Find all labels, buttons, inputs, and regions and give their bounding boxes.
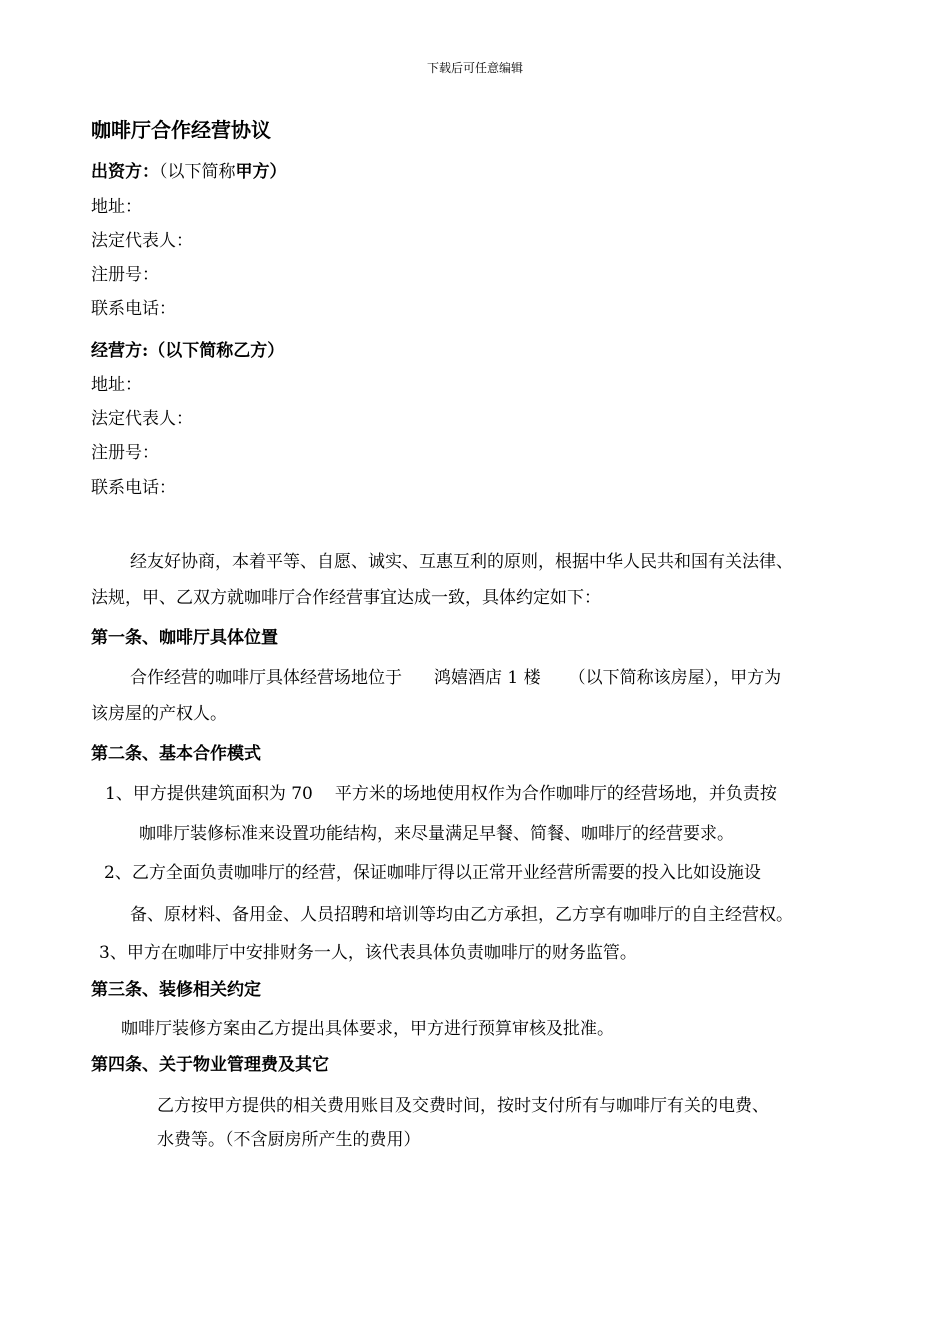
party-b-legal-rep: 法定代表人： [91, 409, 193, 429]
party-a-legal-rep: 法定代表人： [91, 231, 193, 251]
document-title: 咖啡厅合作经营协议 [91, 118, 271, 142]
party-b-reg-no: 注册号： [91, 443, 159, 463]
party-a-note-prefix: （以下简称 [159, 162, 236, 182]
article-1-text-c: （以下简称该房屋），甲方为 [568, 668, 782, 688]
article-2-heading: 第二条、基本合作模式 [91, 744, 261, 764]
article-2-item-1-a: 1、甲方提供建筑面积为 70 [105, 784, 313, 804]
party-a-note-bold: 甲方 [235, 162, 270, 182]
party-b-label: 经营方:（以下简称乙方） [91, 341, 285, 361]
article-1-text-a: 合作经营的咖啡厅具体经营场地位于 [130, 668, 402, 688]
article-2-item-1-b: 平方米的场地使用权作为合作咖啡厅的经营场地，并负责按 [334, 784, 777, 804]
article-2-item-2-line-2: 备、原材料、备用金、人员招聘和培训等均由乙方承担，乙方享有咖啡厅的自主经营权。 [130, 905, 793, 925]
intro-line-1: 经友好协商，本着平等、自愿、诚实、互惠互利的原则，根据中华人民共和国有关法律、 [130, 552, 793, 572]
party-a-line [91, 160, 287, 184]
page-header-note: 下载后可任意编辑 [426, 61, 523, 75]
article-1-location: 鸿嬉酒店 1 楼 [434, 668, 541, 688]
article-4-line-1: 乙方按甲方提供的相关费用账目及交费时间，按时支付所有与咖啡厅有关的电费、 [157, 1096, 769, 1116]
article-3-text: 咖啡厅装修方案由乙方提出具体要求，甲方进行预算审核及批准。 [121, 1019, 614, 1039]
article-4-line-2: 水费等。（不含厨房所产生的费用） [157, 1130, 421, 1150]
article-2-item-1 [105, 782, 777, 806]
article-2-item-1-line-2: 咖啡厅装修标准来设置功能结构，来尽量满足早餐、简餐、咖啡厅的经营要求。 [139, 824, 734, 844]
party-a-reg-no: 注册号： [91, 265, 159, 285]
article-1-line-1 [130, 666, 781, 690]
article-3-heading: 第三条、装修相关约定 [91, 980, 261, 1000]
article-2-item-2-line-1: 2、乙方全面负责咖啡厅的经营，保证咖啡厅得以正常开业经营所需要的投入比如设施设 [104, 863, 761, 883]
intro-line-2: 法规，甲、乙双方就咖啡厅合作经营事宜达成一致，具体约定如下： [91, 588, 601, 608]
party-b-phone: 联系电话： [91, 478, 176, 498]
article-4-heading: 第四条、关于物业管理费及其它 [91, 1055, 329, 1075]
party-a-phone: 联系电话： [91, 299, 176, 319]
article-2-item-3: 3、甲方在咖啡厅中安排财务一人，该代表具体负责咖啡厅的财务监管。 [99, 943, 637, 963]
party-a-label: 出资方： [91, 162, 159, 182]
party-b-address: 地址： [91, 375, 142, 395]
party-a-address: 地址： [91, 197, 142, 217]
article-1-line-2: 该房屋的产权人。 [91, 704, 227, 724]
article-1-heading: 第一条、咖啡厅具体位置 [91, 628, 278, 648]
party-a-note-suffix: ） [269, 162, 287, 182]
